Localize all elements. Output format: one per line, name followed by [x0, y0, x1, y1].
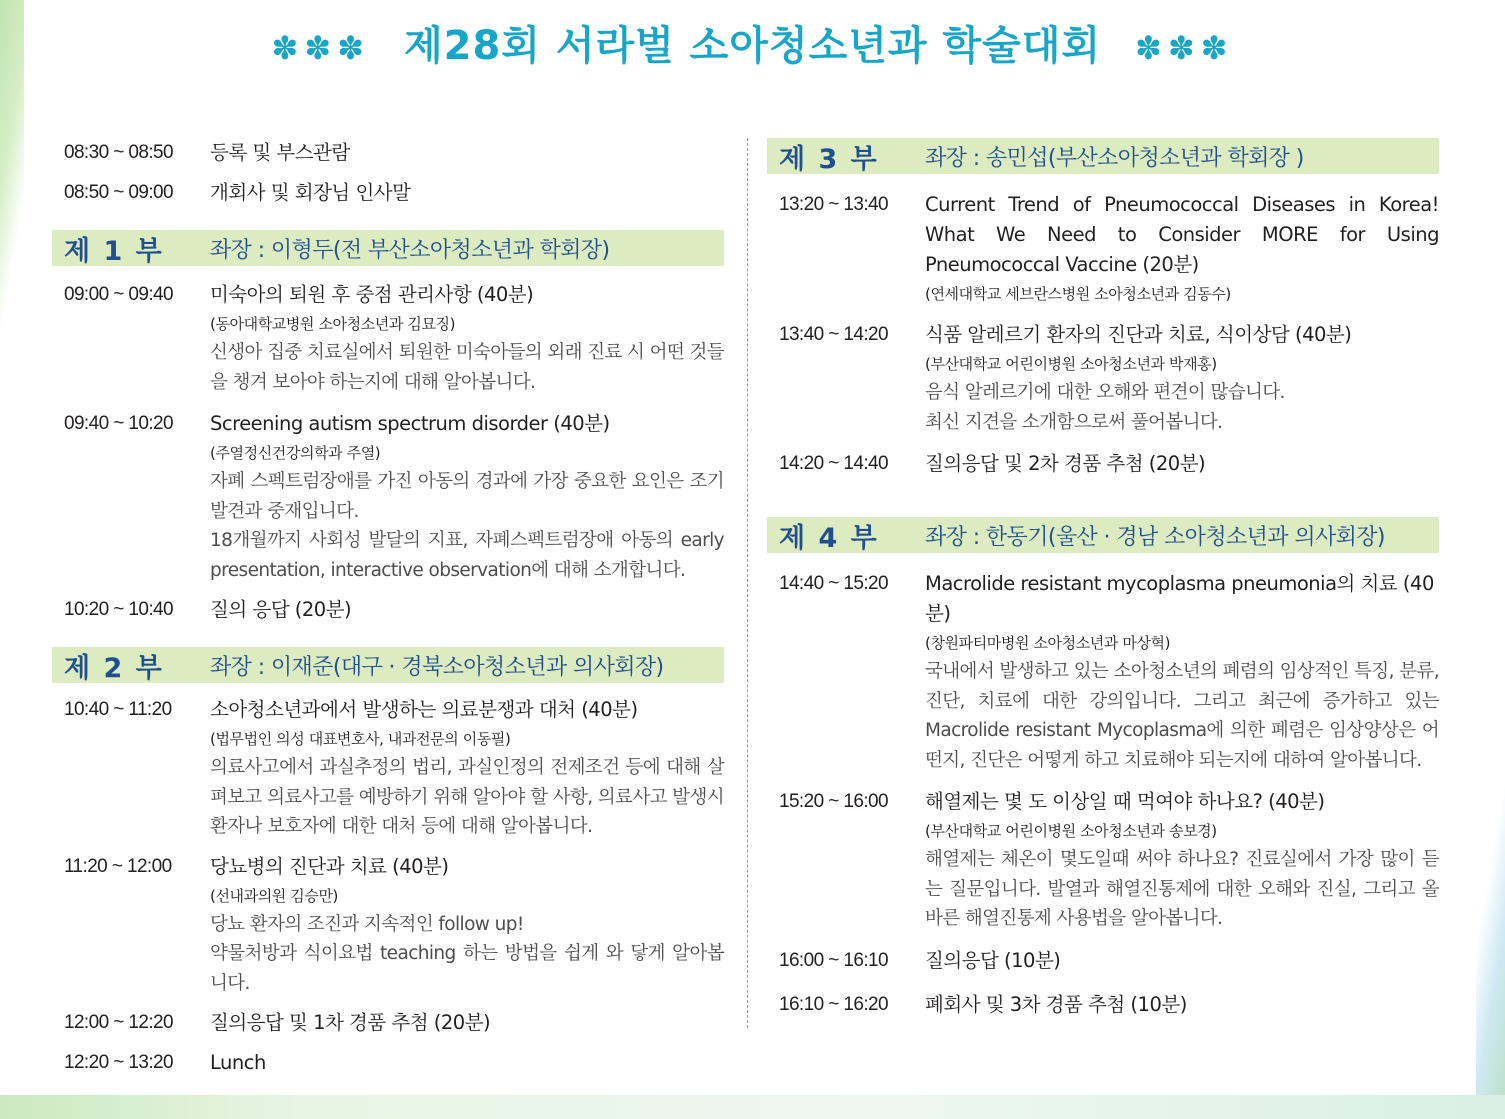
schedule-item	[52, 1008, 724, 1038]
item-time: 13:20 ~ 13:40	[779, 194, 888, 215]
schedule-item	[52, 178, 724, 208]
item-speaker: (선내과의원 김승만)	[210, 886, 338, 905]
schedule-item	[767, 449, 1439, 479]
item-time: 12:20 ~ 13:20	[64, 1052, 173, 1073]
schedule-item	[52, 138, 724, 168]
right-column	[767, 138, 1439, 1020]
session-3-header	[767, 138, 1439, 174]
item-time: 08:50 ~ 09:00	[64, 182, 173, 203]
item-speaker: (연세대학교 세브란스병원 소아청소년과 김동수)	[925, 285, 1231, 303]
schedule-item	[767, 787, 1439, 934]
item-time: 16:00 ~ 16:10	[779, 949, 888, 971]
item-title: 개회사 및 회장님 인사말	[210, 181, 411, 204]
item-title: 질의 응답 (20분)	[210, 598, 352, 621]
item-title: 등록 및 부스관람	[210, 141, 350, 164]
schedule-item	[52, 852, 724, 999]
session-label: 제 2 부	[64, 652, 164, 684]
item-title: Current Trend of Pneumococcal Diseases in Korea! What We Need to Consider MORE for Using Pneumococcal Vaccine (20분)	[925, 193, 1439, 276]
session-label: 제 3 부	[779, 143, 879, 175]
schedule-item	[52, 1048, 724, 1078]
item-description: 자폐 스펙트럼장애를 가진 아동의 경과에 가장 중요한 요인은 조기 발견과 중재입니다.	[210, 471, 724, 522]
item-description: 18개월까지 사회성 발달의 지표, 자폐스펙트럼장애 아동의 early presentation, interactive observation에 대해 소개합니다.	[210, 530, 724, 581]
item-description: 음식 알레르기에 대한 오해와 편견이 많습니다.	[925, 382, 1285, 403]
session-4-header	[767, 517, 1439, 553]
session-label: 제 4 부	[779, 522, 879, 554]
item-speaker: (부산대학교 어린이병원 소아청소년과 박재홍)	[925, 355, 1217, 373]
session-chair: 좌장 : 송민섭(부산소아청소년과 학회장 )	[925, 145, 1304, 171]
item-title: 미숙아의 퇴원 후 중점 관리사항 (40분)	[210, 283, 534, 306]
schedule-item	[52, 280, 724, 397]
title-stars-right: ✽✽✽	[1135, 29, 1234, 67]
item-title: 질의응답 및 1차 경품 추첨 (20분)	[210, 1011, 491, 1034]
session-1-header	[52, 230, 724, 266]
item-speaker: (주열정신건강의학과 주열)	[210, 444, 381, 462]
item-title: Lunch	[210, 1051, 266, 1074]
session-label: 제 1 부	[64, 235, 164, 267]
column-divider	[747, 138, 748, 1028]
schedule-item	[767, 320, 1439, 437]
item-speaker: (동아대학교병원 소아청소년과 김묘징)	[210, 315, 456, 333]
schedule-item	[767, 946, 1439, 976]
item-speaker: (창원파티마병원 소아청소년과 마상혁)	[925, 634, 1171, 652]
item-time: 10:20 ~ 10:40	[64, 599, 173, 620]
session-chair: 좌장 : 이재준(대구 · 경북소아청소년과 의사회장)	[210, 654, 664, 680]
title-stars-left: ✽✽✽	[271, 29, 370, 67]
item-time: 16:10 ~ 16:20	[779, 993, 888, 1015]
schedule-item	[52, 595, 724, 625]
item-description: 국내에서 발생하고 있는 소아청소년의 폐렴의 임상적인 특징, 분류, 진단, 치료에 대한 강의입니다. 그리고 최근에 증가하고 있는 Macrolide resistant Mycoplasma에 의한 폐렴은 임상양상은 어떤지, 진단은 어떻게 하고 치료해야 되는지에 대하여 알아봅니다.	[925, 661, 1439, 771]
schedule-item	[52, 695, 724, 842]
left-column	[52, 138, 724, 1078]
page-title	[0, 14, 1505, 71]
item-title: 질의응답 (10분)	[925, 948, 1061, 972]
item-title: 질의응답 및 2차 경품 추첨 (20분)	[925, 452, 1206, 475]
item-title: 해열제는 몇 도 이상일 때 먹여야 하나요? (40분)	[925, 790, 1325, 813]
session-2-header	[52, 647, 724, 683]
schedule-item	[767, 190, 1439, 308]
item-description: 의료사고에서 과실추정의 법리, 과실인정의 전제조건 등에 대해 살펴보고 의료사고를 예방하기 위해 알아야 할 사항, 의료사고 발생시 환자나 보호자에 대한 대처 등에 대해 알아봅니다.	[210, 757, 724, 837]
item-time: 10:40 ~ 11:20	[64, 699, 172, 720]
item-title: Screening autism spectrum disorder (40분)	[210, 412, 610, 435]
item-title: 소아청소년과에서 발생하는 의료분쟁과 대처 (40분)	[210, 698, 638, 721]
item-title: 폐회사 및 3차 경품 추첨 (10분)	[925, 992, 1187, 1016]
item-description: 해열제는 체온이 몇도일때 써야 하나요? 진료실에서 가장 많이 듣는 질문입니다. 발열과 해열진통제에 대한 오해와 진실, 그리고 올바른 해열진통제 사용법을 알아봅니다.	[925, 849, 1439, 929]
item-speaker: (부산대학교 어린이병원 소아청소년과 송보경)	[925, 822, 1217, 840]
item-time: 15:20 ~ 16:00	[779, 791, 888, 812]
bottom-decoration	[0, 1095, 1505, 1119]
item-time: 13:40 ~ 14:20	[779, 324, 888, 345]
item-time: 14:40 ~ 15:20	[779, 573, 888, 594]
schedule-item	[52, 409, 724, 585]
session-chair: 좌장 : 이형두(전 부산소아청소년과 학회장)	[210, 237, 610, 263]
item-time: 09:00 ~ 09:40	[64, 284, 173, 305]
title-text: 제28회 서라벌 소아청소년과 학술대회	[403, 23, 1102, 69]
schedule-item	[767, 990, 1439, 1020]
item-time: 11:20 ~ 12:00	[64, 855, 172, 877]
item-description: 당뇨 환자의 조진과 지속적인 follow up!	[210, 913, 524, 935]
item-time: 08:30 ~ 08:50	[64, 142, 173, 163]
item-title: 당뇨병의 진단과 치료 (40분)	[210, 854, 449, 878]
schedule-item	[767, 569, 1439, 775]
item-time: 14:20 ~ 14:40	[779, 453, 888, 474]
item-time: 12:00 ~ 12:20	[64, 1012, 173, 1033]
item-description: 최신 지견을 소개함으로써 풀어봅니다.	[925, 411, 1223, 433]
session-chair: 좌장 : 한동기(울산 · 경남 소아청소년과 의사회장)	[925, 524, 1385, 550]
item-title: 식품 알레르기 환자의 진단과 치료, 식이상담 (40분)	[925, 323, 1352, 346]
item-time: 09:40 ~ 10:20	[64, 413, 173, 434]
item-description: 신생아 집중 치료실에서 퇴원한 미숙아들의 외래 진료 시 어떤 것들을 챙겨 보아야 하는지에 대해 알아봅니다.	[210, 342, 724, 393]
item-description: 약물처방과 식이요법 teaching 하는 방법을 쉽게 와 닿게 알아봅니다.	[210, 943, 724, 994]
item-speaker: (법무법인 의성 대표변호사, 내과전문의 이동필)	[210, 730, 511, 748]
item-title: Macrolide resistant mycoplasma pneumonia의 치료 (40분)	[925, 572, 1434, 625]
